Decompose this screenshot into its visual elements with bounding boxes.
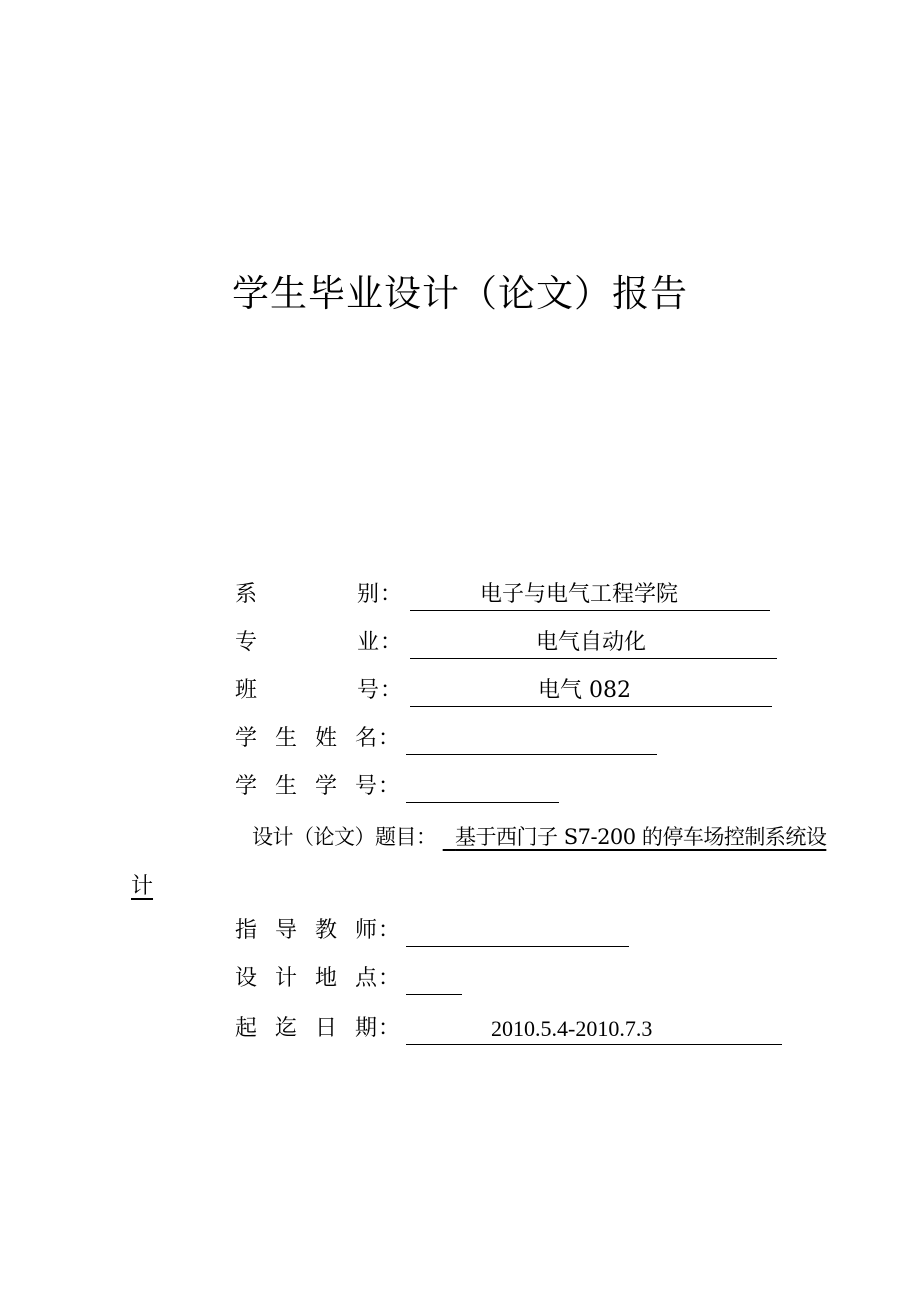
dates-label-char-3: 日 [315,1016,338,1041]
student-name-field [0,724,920,754]
dates-value: 2010.5.4-2010.7.3 [491,1016,653,1041]
advisor-label-char-1: 指 [235,918,258,943]
student-id-value-line [406,772,559,803]
dates-value-line [406,1014,782,1045]
class-label-char-2: 号 [357,678,380,703]
topic-value-line-2: 计 [131,874,154,899]
advisor-field [0,916,920,946]
student-id-label-char-3: 学 [315,774,338,799]
dates-label-char-2: 迄 [275,1016,298,1041]
location-label-char-1: 设 [235,966,258,991]
topic-label: 设计（论文）题目： [252,825,437,849]
topic-value-line-1 [443,825,827,849]
class-value-line [410,676,772,707]
dates-field [0,1014,920,1044]
student-name-label-char-3: 姓 [315,726,338,751]
department-colon: ： [380,582,403,607]
major-colon: ： [380,630,403,655]
class-label-char-1: 班 [235,678,258,703]
advisor-value-line [406,916,629,947]
student-id-field [0,772,920,802]
location-label-char-2: 计 [275,966,298,991]
major-label-char-1: 专 [235,630,258,655]
dates-colon: ： [378,1016,401,1041]
major-field [0,628,920,658]
major-label-char-2: 业 [357,630,380,655]
location-value-line [406,964,462,995]
class-colon: ： [380,678,403,703]
topic-value-text-1: 基于西门子 S7-200 的停车场控制系统设 [455,825,827,849]
student-name-colon: ： [378,726,401,751]
major-value: 电气自动化 [536,630,647,655]
student-name-value-line [406,724,657,755]
location-colon: ： [378,966,401,991]
student-name-label-char-4: 名 [355,726,378,751]
department-label-char-2: 别 [357,582,380,607]
dates-label-char-4: 期 [355,1016,378,1041]
page-title: 学生毕业设计（论文）报告 [232,272,688,315]
location-label-char-4: 点 [355,966,378,991]
student-name-label-char-2: 生 [275,726,298,751]
student-name-label-char-1: 学 [235,726,258,751]
advisor-label-char-2: 导 [275,918,298,943]
location-field [0,964,920,994]
location-label-char-3: 地 [315,966,338,991]
class-field [0,676,920,706]
advisor-label-char-4: 师 [355,918,378,943]
advisor-colon: ： [378,918,401,943]
department-value-line [410,580,770,611]
dates-label-char-1: 起 [235,1016,258,1041]
student-id-colon: ： [378,774,401,799]
topic-field [252,822,826,852]
student-id-label-char-2: 生 [275,774,298,799]
department-label-char-1: 系 [235,582,258,607]
department-field [0,580,920,610]
advisor-label-char-3: 教 [315,918,338,943]
class-value: 电气 082 [538,678,631,703]
student-id-label-char-1: 学 [235,774,258,799]
major-value-line [410,628,777,659]
student-id-label-char-4: 号 [355,774,378,799]
department-value: 电子与电气工程学院 [480,582,679,607]
